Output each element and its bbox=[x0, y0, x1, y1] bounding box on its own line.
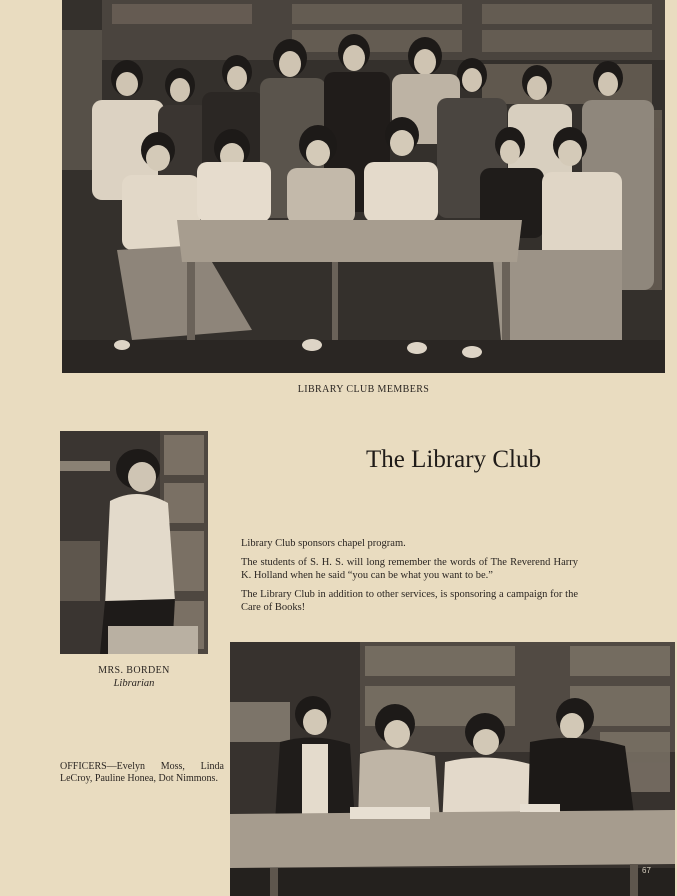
members-photo-caption: LIBRARY CLUB MEMBERS bbox=[297, 384, 430, 395]
mrs-borden-photo bbox=[60, 431, 208, 654]
page-title: The Library Club bbox=[366, 446, 541, 473]
body-paragraph-3: The Library Club in addition to other services, is sponsoring a campaign for the Care of Books! bbox=[241, 588, 578, 613]
library-club-members-photo bbox=[62, 0, 665, 373]
body-paragraph-1: Library Club sponsors chapel program. bbox=[241, 538, 406, 549]
officers-caption: OFFICERS—Evelyn Moss, Linda LeCroy, Pauline Honea, Dot Nimmons. bbox=[60, 761, 224, 784]
officers-photo-drawing bbox=[230, 642, 675, 896]
librarian-name: MRS. BORDEN bbox=[98, 665, 170, 676]
borden-photo-caption bbox=[60, 664, 208, 690]
members-photo-drawing bbox=[62, 0, 665, 373]
article-body bbox=[241, 537, 578, 620]
page-number: 67 bbox=[642, 866, 651, 875]
body-paragraph-2: The students of S. H. S. will long remember the words of The Reverend Harry K. Holland when he said “you can be what you want to be.” bbox=[241, 556, 578, 581]
librarian-role: Librarian bbox=[113, 678, 155, 689]
borden-photo-drawing bbox=[60, 431, 208, 654]
officers-photo bbox=[230, 642, 675, 896]
